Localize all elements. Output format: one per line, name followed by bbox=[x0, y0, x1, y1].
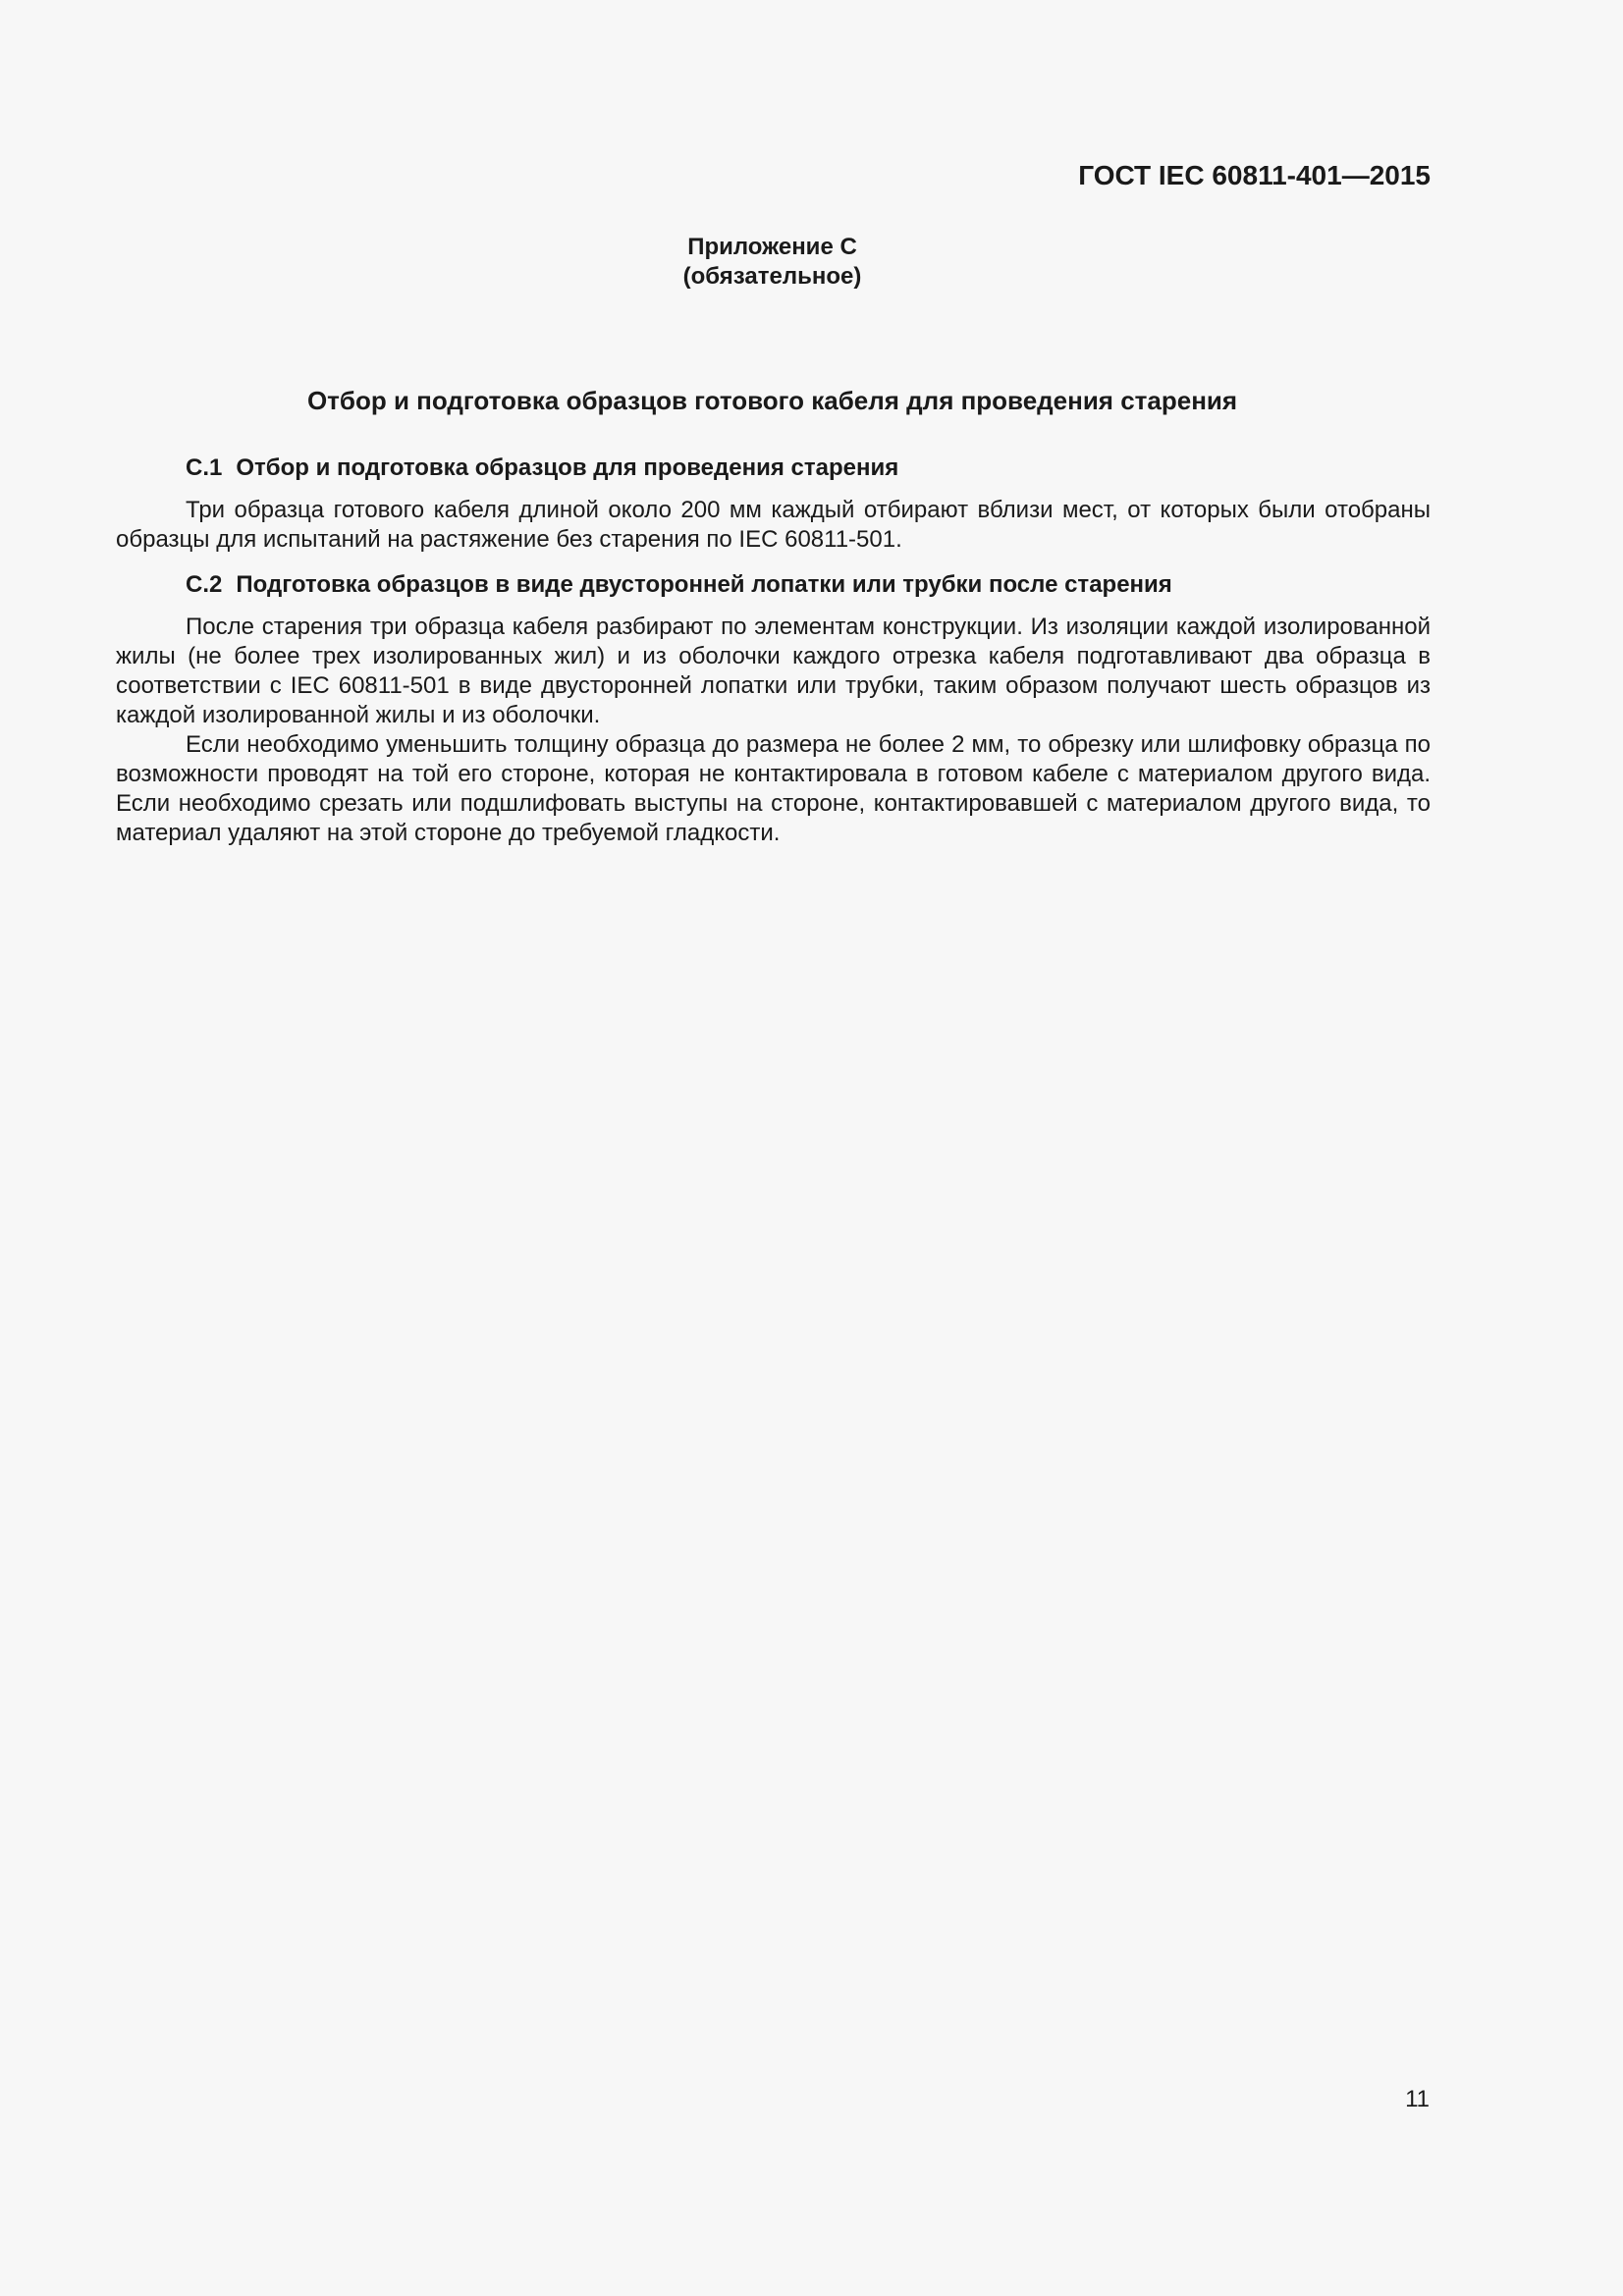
document-code: ГОСТ IEC 60811-401—2015 bbox=[1078, 160, 1431, 190]
annex-title: Приложение С bbox=[687, 234, 857, 260]
section-title: Отбор и подготовка образцов для проведения старения bbox=[236, 454, 899, 481]
section-title: Подготовка образцов в виде двусторонней лопатки или трубки после старения bbox=[236, 571, 1172, 598]
paragraph: Три образца готового кабеля длиной около 200 мм каждый отбирают вблизи мест, от которых были отобраны образцы для испытаний на растяжение без старения по IEC 60811-501. bbox=[116, 497, 1431, 553]
section-heading-c1 bbox=[186, 454, 898, 482]
page-number: 11 bbox=[1405, 2086, 1430, 2112]
section-body-c2 bbox=[116, 613, 1431, 848]
section-number: С.2 bbox=[186, 571, 223, 598]
paragraph: После старения три образца кабеля разбирают по элементам конструкции. Из изоляции каждой изолированной жилы (не более трех изолированных жил) и из оболочки каждого отрезка кабеля подготавливают два образца в соответствии с IEC 60811-501 в виде двусторонней лопатки или трубки, таким образом получают шесть образцов из каждой изолированной жилы и из оболочки. bbox=[116, 614, 1431, 728]
annex-status: (обязательное) bbox=[682, 263, 862, 290]
paragraph: Если необходимо уменьшить толщину образца до размера не более 2 мм, то обрезку или шлифовку образца по возможности проводят на той его стороне, которая не контактировала в готовом кабеле с материалом другого вида. Если необходимо срезать или подшлифовать выступы на стороне, контактировавшей с материалом другого вида, то материал удаляют на этой стороне до требуемой гладкости. bbox=[116, 731, 1431, 846]
section-number: С.1 bbox=[186, 454, 223, 481]
section-body-c1 bbox=[116, 496, 1431, 555]
section-heading-c2 bbox=[186, 571, 1172, 599]
main-title: Отбор и подготовка образцов готового кабеля для проведения старения bbox=[306, 386, 1238, 415]
